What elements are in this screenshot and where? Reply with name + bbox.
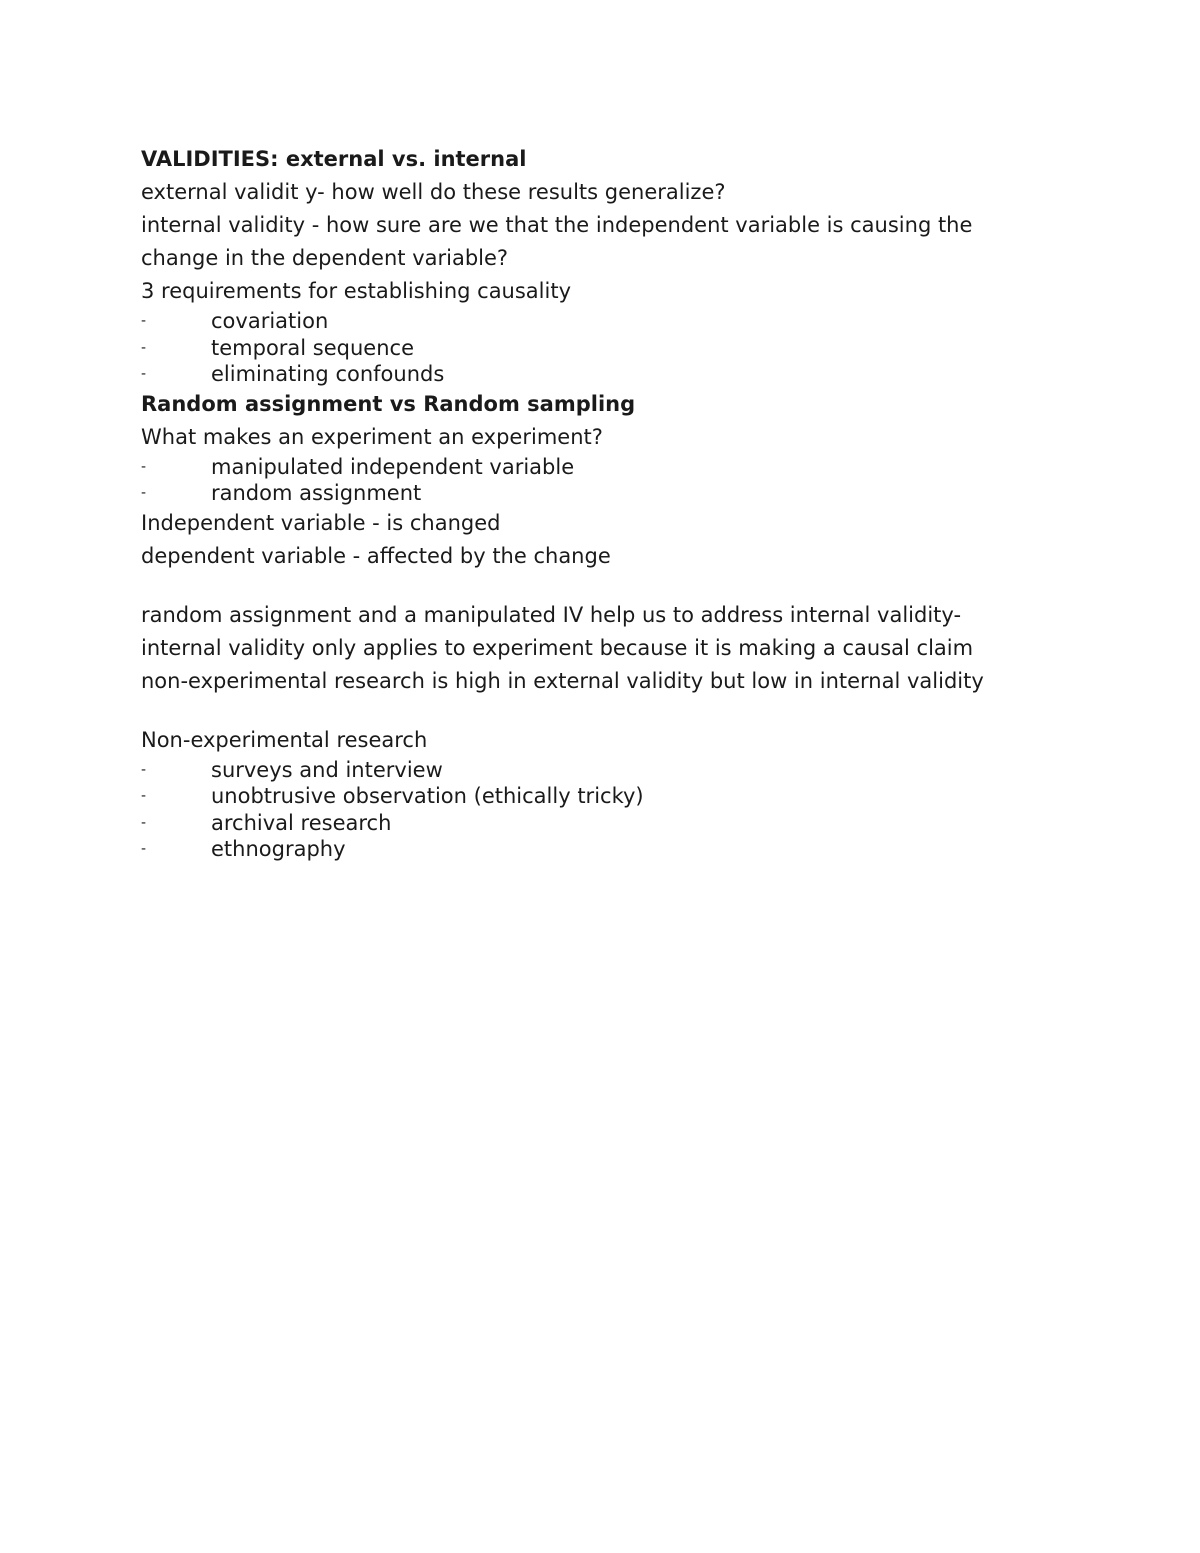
document-page	[141, 143, 1081, 863]
text-line: internal validity - how sure are we that the independent variable is causing the	[141, 213, 973, 237]
bullet-marker: -	[141, 366, 147, 382]
document-section	[141, 599, 1081, 724]
list-item-text: random assignment	[211, 481, 422, 505]
list-item-text: ethnography	[211, 837, 346, 861]
section-heading: VALIDITIES: external vs. internal	[141, 147, 527, 171]
text-line: change in the dependent variable?	[141, 246, 509, 270]
bullet-list	[141, 308, 1081, 388]
document-section	[141, 724, 1081, 863]
bullet-marker: -	[141, 788, 147, 804]
text-line: non-experimental research is high in external validity but low in internal validity	[141, 668, 984, 693]
bullet-list	[141, 757, 1081, 863]
section-heading: Random assignment vs Random sampling	[141, 391, 636, 416]
list-item-text: eliminating confounds	[211, 362, 445, 386]
text-line: dependent variable - affected by the change	[141, 543, 611, 568]
text-line: random assignment and a manipulated IV help us to address internal validity-	[141, 602, 962, 627]
bullet-marker: -	[141, 339, 147, 356]
list-item	[141, 454, 1081, 481]
document-section	[141, 388, 1081, 507]
list-item	[141, 810, 1081, 837]
list-item	[141, 335, 1081, 362]
list-item	[141, 480, 1081, 507]
text-line: Non-experimental research	[141, 727, 428, 752]
blank-line	[141, 698, 1081, 724]
list-item	[141, 361, 1081, 388]
bullet-marker: -	[141, 761, 147, 778]
blank-line	[141, 573, 1081, 599]
bullet-list	[141, 454, 1081, 507]
document-section	[141, 507, 1081, 599]
text-line: 3 requirements for establishing causality	[141, 279, 572, 303]
list-item	[141, 308, 1081, 335]
bullet-marker: -	[141, 841, 147, 857]
list-item-text: unobtrusive observation (ethically tricky)	[211, 784, 644, 808]
bullet-marker: -	[141, 485, 147, 501]
list-item	[141, 757, 1081, 784]
list-item	[141, 836, 1081, 863]
bullet-marker: -	[141, 313, 147, 329]
list-item-text: archival research	[211, 810, 392, 835]
list-item	[141, 783, 1081, 810]
text-line: internal validity only applies to experiment because it is making a causal claim	[141, 635, 974, 660]
bullet-marker: -	[141, 814, 147, 831]
text-line: external validit y- how well do these results generalize?	[141, 180, 726, 204]
list-item-text: manipulated independent variable	[211, 454, 575, 479]
bullet-marker: -	[141, 458, 147, 475]
text-line: Independent variable - is changed	[141, 510, 501, 535]
document-section	[141, 143, 1081, 388]
list-item-text: surveys and interview	[211, 757, 443, 782]
text-line: What makes an experiment an experiment?	[141, 424, 603, 449]
list-item-text: temporal sequence	[211, 335, 414, 360]
list-item-text: covariation	[211, 309, 329, 333]
